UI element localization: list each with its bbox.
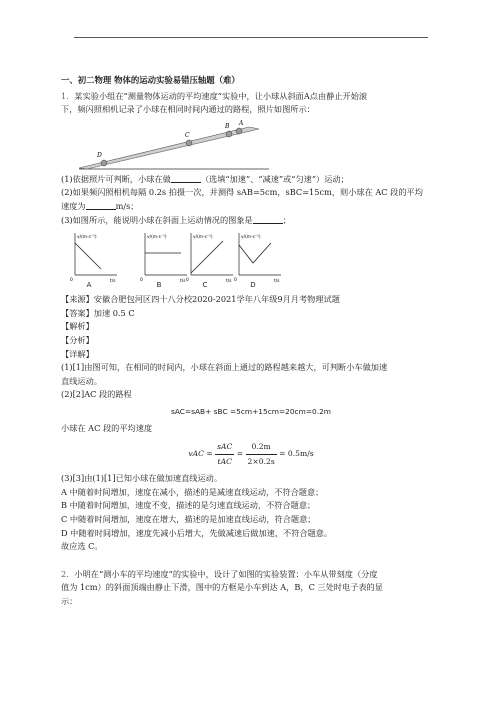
q1-sub2-a: 速度为 (61, 200, 86, 211)
frac1-den: tAC (217, 456, 232, 466)
graph-D-letter: D (250, 280, 256, 289)
q1-sub2-b: m/s； (115, 200, 139, 211)
graph-D-origin: 0 (234, 278, 237, 284)
graph-B-ylabel: v/(m·s⁻¹) (147, 235, 167, 241)
graph-A-ylabel: v/(m·s⁻¹) (77, 235, 97, 241)
slope-label-A: A (239, 119, 244, 127)
graph-C-xlabel: t/s (226, 279, 232, 284)
graph-B-letter: B (156, 280, 162, 289)
vt-graphs (61, 229, 441, 291)
header-rule (74, 37, 428, 38)
slope-label-C: C (185, 131, 190, 139)
q1-sub3 (61, 214, 441, 228)
q1-stem-line2: 下，频闪照相机记录了小球在相同时间内通过的路程，照片如图所示： (61, 104, 315, 115)
graph-A-letter: A (86, 280, 92, 289)
graph-B-xlabel: t/s (180, 279, 186, 284)
graph-A-origin: 0 (70, 278, 73, 284)
graph-C-letter: C (202, 280, 208, 289)
q2-line3: 示： (61, 596, 78, 607)
blank-2 (86, 201, 116, 210)
graph-D-ylabel: v/(m·s⁻¹) (241, 235, 261, 241)
formula-velocity (61, 440, 441, 468)
q1-sub2-line1: (2)如果频闪照相机每隔 0.2s 拍摄一次，并测得 sAB=5cm，sBC=15cm，则小球在 AC 段的平均 (61, 187, 423, 198)
graph-D (229, 229, 289, 291)
section-title: 一、初二物理 物体的运动实验易错压轴题（难） (61, 75, 240, 85)
graph-A-xlabel: t/s (110, 279, 116, 284)
slope-diagram (79, 119, 269, 171)
ball-A (236, 128, 242, 134)
slope-label-B: B (225, 122, 230, 130)
explain-3-c: C 中随着时间增加，速度在增大，描述的是加速直线运动，符合题意； (61, 514, 316, 525)
q1-sub1 (61, 173, 441, 187)
fraction-values (246, 440, 277, 468)
graph-A (65, 229, 125, 291)
document-body (61, 74, 441, 609)
q1-sub3-a: (3)如图所示，能说明小球在斜面上运动情况的图象是 (61, 214, 253, 225)
jiexi-label: 【解析】 (61, 321, 94, 332)
q2-text1: 小明在“测小车的平均速度”的实验中，设计了如图的实验装置：小车从带刻度（分度 (74, 568, 378, 579)
ball-D (101, 160, 107, 166)
q2-line1 (61, 568, 441, 582)
frac1-num: sAC (215, 440, 234, 455)
q1-sub3-b: ； (282, 214, 291, 225)
blank-1 (171, 174, 201, 183)
q1-sub1-a: (1)依据照片可判断，小球在做 (61, 173, 171, 184)
graph-C-ylabel: v/(m·s⁻¹) (193, 235, 213, 241)
explain-3-a: A 中随着时间增加，速度在减小，描述的是减速直线运动，不符合题意； (61, 486, 324, 497)
q1-sub2-line2 (61, 200, 441, 214)
q1-stem-text1: 某实验小组在“测量物体运动的平均速度”实验中，让小球从斜面A点由静止开始滚 (74, 90, 368, 101)
frac2-den: 2×0.2s (247, 456, 275, 466)
graph-C-origin: 0 (186, 278, 189, 284)
explain-1-line1: (1)[1]由图可知，在相同的时间内，小球在斜面上通过的路程越来越大，可判断小车做加速 (61, 362, 388, 373)
slope-figure (79, 119, 441, 171)
explain-3-b: B 中随着时间增加，速度不变，描述的是匀速直线运动，不符合题意； (61, 500, 316, 511)
fraction-s-over-t (215, 440, 234, 468)
ball-B (226, 131, 232, 137)
slope-label-D: D (97, 151, 102, 159)
q1-stem-line1 (61, 90, 441, 104)
formula-v-lhs: vAC = (188, 449, 213, 459)
avg-speed-line: 小球在 AC 段的平均速度 (61, 422, 153, 433)
explain-3-head: (3)[3]由(1)[1]已知小球在做加速直线运动。 (61, 473, 223, 484)
graph-B-origin: 0 (140, 278, 143, 284)
explain-3-d: D 中随着时间增加，速度先减小后增大，先做减速后做加速，不符合题意。 (61, 527, 333, 538)
answer-line: 【答案】加速 0.5 C (61, 307, 135, 318)
explain-2-head: (2)[2]AC 段的路程 (61, 389, 132, 400)
graph-D-xlabel: t/s (274, 279, 280, 284)
ball-C (186, 140, 192, 146)
frac2-num: 0.2m (246, 440, 277, 455)
source-line: 【来源】安徽合肥包河区四十八分校2020-2021学年八年级9月月考物理试题 (61, 294, 340, 305)
conclusion: 故应选 C。 (61, 541, 103, 552)
blank-3 (253, 215, 283, 224)
formula-v-eq: = (236, 449, 244, 459)
q1-sub1-b: （选填“加速”、“减速”或“匀速”）运动； (200, 173, 349, 184)
formula-distance: sAC=sAB+ sBC =5cm+15cm=20cm=0.2m (171, 406, 331, 416)
q2-number: 2． (61, 568, 75, 579)
fenxi-label: 【分析】 (61, 334, 94, 345)
formula-v-result: = 0.5m/s (279, 449, 314, 459)
xiangjie-label: 【详解】 (61, 348, 94, 359)
explain-1-line2: 直线运动。 (61, 375, 102, 386)
q1-number: 1． (61, 90, 75, 101)
q2-line2: 值为 1cm）的斜面顶端由静止下滑，图中的方框是小车到达 A，B，C 三处时电子表的显 (61, 582, 383, 593)
